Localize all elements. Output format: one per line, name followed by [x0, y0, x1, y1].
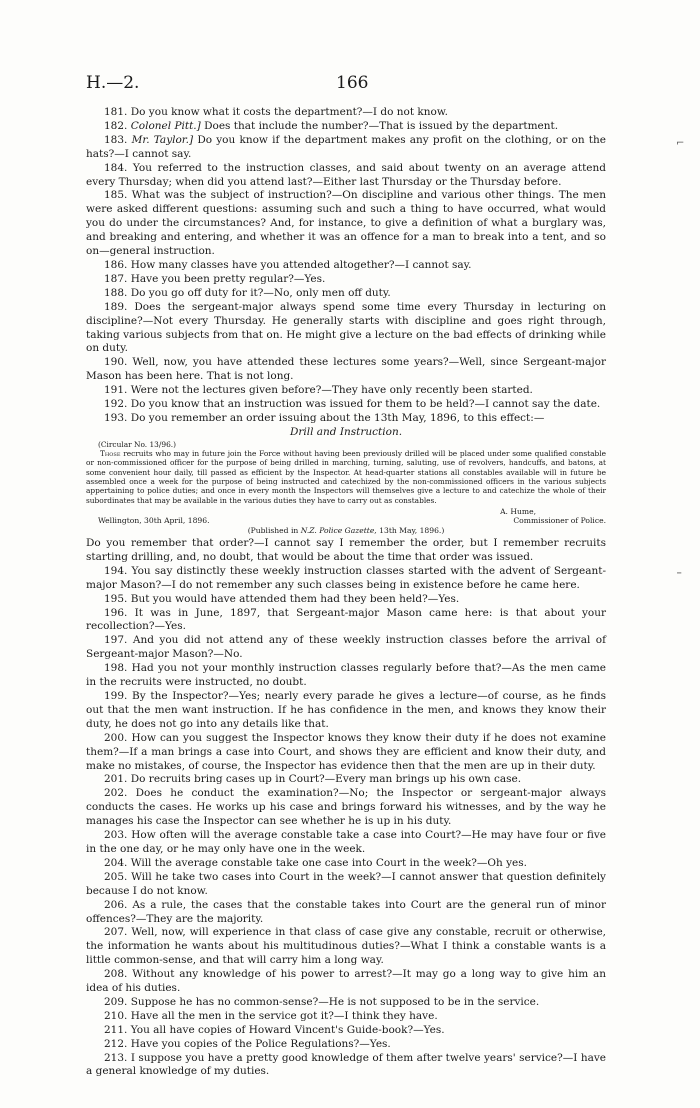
question-number: 184.	[104, 161, 128, 174]
circular-signature-row	[86, 507, 606, 516]
question-number: 213.	[104, 1051, 128, 1064]
circular-lead-word: Those	[100, 449, 121, 459]
speaker-name: Colonel Pitt.]	[130, 119, 201, 132]
question-211	[86, 1024, 606, 1038]
question-text: As a rule, the cases that the constable takes into Court are the general run of minor offences?—They are the majority.	[86, 898, 607, 925]
question-text: Does the sergeant-major always spend some time every Thursday in lecturing on discipline?—Not every Thursday. He generally starts with discipline and goes right through, taking various subjects from that on. He might give a lecture on the bad effects of drinking while on duty.	[86, 300, 606, 355]
question-203	[86, 829, 606, 857]
margin-mark: ᠆	[677, 569, 681, 580]
question-text: Will the average constable take one case into Court in the week?—Oh yes.	[130, 856, 527, 869]
question-number: 185.	[104, 189, 128, 202]
question-number: 186.	[104, 258, 128, 271]
signer-title: Commissioner of Police.	[513, 516, 606, 526]
question-text: Have you copies of the Police Regulations?—Yes.	[130, 1037, 391, 1050]
circular-title: Drill and Instruction.	[289, 425, 403, 438]
question-text: Do recruits bring cases up in Court?—Every man brings up his own case.	[130, 773, 522, 786]
question-number: 181.	[104, 106, 128, 118]
question-text: It was in June, 1897, that Sergeant-major Mason came here: is that about your recollection?—Yes.	[86, 606, 606, 633]
question-number: 197.	[104, 634, 128, 647]
question-199	[86, 690, 606, 732]
question-number: 183.	[104, 133, 128, 146]
speaker-name: Mr. Taylor.]	[131, 133, 194, 146]
question-text: You referred to the instruction classes, and said about twenty on an average attend every Thursday; when did you attend last?—Either last Thursday or the Thursday before.	[86, 161, 606, 188]
question-text: Does that include the number?—That is issued by the department.	[204, 119, 559, 132]
question-number: 206.	[104, 898, 128, 911]
question-text: How often will the average constable take a case into Court?—He may have four or five in the one day, or he may only have one in the week.	[86, 829, 607, 855]
question-202	[86, 787, 606, 829]
question-182	[86, 120, 606, 134]
question-text: Well, now, you have attended these lectures some years?—Well, since Sergeant-major Mason has been here. That is not long.	[86, 356, 606, 383]
question-text: Well, now, will experience in that class of case give any constable, recruit or otherwise, the information he wants about his multitudinous duties?—What I think a constable wants is a little common-sense, and that will carry him a long way.	[86, 926, 607, 967]
question-196	[86, 607, 606, 635]
question-text: Without any knowledge of his power to arrest?—It may go a long way to give him an idea of his duties.	[86, 968, 606, 995]
question-text: But you would have attended them had they been held?—Yes.	[130, 592, 460, 605]
question-number: 208.	[104, 968, 128, 981]
question-text: How can you suggest the Inspector knows they know their duty if he does not examine them?—If a man brings a case into Court, and shows they are efficient and know their duty, and make no mistakes, of course, the Inspector has evidence then that the men are up in their duty.	[86, 731, 606, 772]
question-number: 211.	[104, 1023, 128, 1036]
question-text: And you did not attend any of these weekly instruction classes before the arrival of Sergeant-major Mason?—No.	[86, 634, 606, 661]
place-date: Wellington, 30th April, 1896.	[98, 516, 210, 526]
question-text: Have all the men in the service got it?—I think they have.	[130, 1009, 438, 1022]
question-184	[86, 162, 606, 190]
question-number: 205.	[104, 870, 128, 883]
question-text: You say distinctly these weekly instruction classes started with the advent of Sergeant-major Mason?—I do not remember any such classes being in existence before he came here.	[86, 564, 607, 591]
question-number: 212.	[104, 1037, 128, 1050]
question-text: You all have copies of Howard Vincent's Guide-book?—Yes.	[130, 1023, 445, 1036]
question-191	[86, 384, 606, 398]
circular-body	[86, 449, 606, 505]
question-number: 187.	[104, 272, 128, 285]
question-200	[86, 732, 606, 774]
question-205	[86, 871, 606, 899]
question-186	[86, 259, 606, 273]
transcript-body	[86, 106, 606, 1079]
question-193	[86, 412, 606, 426]
question-183	[86, 134, 606, 162]
question-text: I suppose you have a pretty good knowledge of them after twelve years' service?—I have a general knowledge of my duties.	[86, 1051, 606, 1078]
question-number: 194.	[104, 564, 128, 577]
question-number: 200.	[104, 731, 128, 744]
signer-name: A. Hume,	[500, 506, 536, 516]
question-text: Had you not your monthly instruction classes regularly before that?—As the men came in the recruits were instructed, no doubt.	[86, 662, 606, 689]
question-210	[86, 1010, 606, 1024]
question-number: 190.	[104, 356, 128, 369]
question-181	[86, 106, 606, 120]
question-text: Do you know what it costs the department?—I do not know.	[130, 106, 448, 118]
question-190	[86, 356, 606, 384]
page-number: 166	[336, 73, 369, 93]
margin-mark: ⌐	[676, 138, 685, 149]
question-198	[86, 662, 606, 690]
question-209	[86, 996, 606, 1010]
question-number: 195.	[104, 592, 128, 605]
question-number: 203.	[104, 829, 128, 842]
question-208	[86, 968, 606, 996]
question-number: 209.	[104, 995, 128, 1008]
question-number: 189.	[104, 300, 128, 313]
question-number: 204.	[104, 856, 128, 869]
circular-text: recruits who may in future join the Force without having been previously drilled will be placed under some qualified constable or non-commissioned officer for the purpose of being drilled in marching, turning, saluting, use of revolvers, handcuffs, and batons, at some convenient hour daily, till passed as efficient by the Inspector. At head-quarter stations all constables available will in future be assembled once a week for the purpose of being instructed and catechized by the non-commissioned officers in the various subjects appertaining to police duties; and once in every month the Inspectors will themselves give a lecture to and catechize the whole of their subordinates that may be available in the various duties they have to carry out as constables.	[86, 449, 606, 505]
question-207	[86, 926, 606, 968]
question-number: 198.	[104, 662, 128, 675]
question-185	[86, 189, 606, 259]
question-206	[86, 899, 606, 927]
question-194	[86, 565, 606, 593]
question-number: 182.	[104, 119, 128, 132]
question-number: 210.	[104, 1009, 128, 1022]
question-213	[86, 1052, 606, 1080]
circular-number: (Circular No. 13/96.)	[98, 439, 177, 449]
question-number: 199.	[104, 690, 128, 703]
question-number: 196.	[104, 606, 128, 619]
question-195	[86, 593, 606, 607]
questions-block-1	[86, 106, 606, 426]
publication-note: (Published in N.Z. Police Gazette, 13th May, 1896.)	[247, 525, 445, 535]
question-text: Do you know that an instruction was issued for them to be held?—I cannot say the date.	[130, 398, 601, 411]
question-text: Does he conduct the examination?—No; the Inspector or sergeant-major always conducts the cases. He works up his case and brings forward his witnesses, and by the way he manages his case the Inspector can see whether he is up in his duty.	[86, 787, 606, 828]
question-number: 193.	[104, 411, 128, 424]
question-212	[86, 1038, 606, 1052]
question-text: Do you know if the department makes any profit on the clothing, or on the hats?—I cannot say.	[86, 133, 607, 160]
question-number: 202.	[104, 787, 128, 800]
question-187	[86, 273, 606, 287]
question-text: By the Inspector?—Yes; nearly every parade he gives a lecture—of course, as he finds out that the men want instruction. If he has confidence in the men, and knows they know their duty, he does not go into any details like that.	[86, 690, 606, 730]
question-189	[86, 301, 606, 357]
question-204	[86, 857, 606, 871]
question-197	[86, 634, 606, 662]
question-text: Do you go off duty for it?—No, only men off duty.	[130, 286, 391, 299]
question-text: How many classes have you attended altogether?—I cannot say.	[130, 258, 472, 271]
question-text: Suppose he has no common-sense?—He is not supposed to be in the service.	[130, 995, 540, 1008]
question-text: Have you been pretty regular?—Yes.	[130, 272, 326, 285]
question-text: What was the subject of instruction?—On discipline and various other things. The men were asked different questions: assuming such and such a thing to have occurred, what would you do under the circumstances? And, for instance, to give a definition of what a burglary was, and breaking and entering, and whether it was an offence for a man to break into a tent, and so on—general instruction.	[86, 189, 606, 258]
report-reference: H.—2.	[86, 73, 140, 93]
question-number: 191.	[104, 384, 128, 397]
questions-block-2	[86, 565, 606, 1080]
question-text: Do you remember an order issuing about the 13th May, 1896, to this effect:—	[130, 411, 545, 424]
question-text: Were not the lectures given before?—They have only recently been started.	[130, 384, 533, 397]
circular-date-row	[86, 516, 606, 525]
question-188	[86, 287, 606, 301]
question-number: 207.	[104, 926, 128, 939]
circular	[86, 440, 606, 505]
answer-continuation: Do you remember that order?—I cannot say I remember the order, but I remember recruits starting drilling, and, no doubt, that would be about the time that order was issued.	[86, 537, 606, 563]
question-number: 192.	[104, 398, 128, 411]
question-number: 201.	[104, 773, 128, 786]
question-number: 188.	[104, 286, 128, 299]
question-text: Will he take two cases into Court in the week?—I cannot answer that question definitely because I do not know.	[86, 870, 606, 897]
question-201	[86, 773, 606, 787]
question-192	[86, 398, 606, 412]
